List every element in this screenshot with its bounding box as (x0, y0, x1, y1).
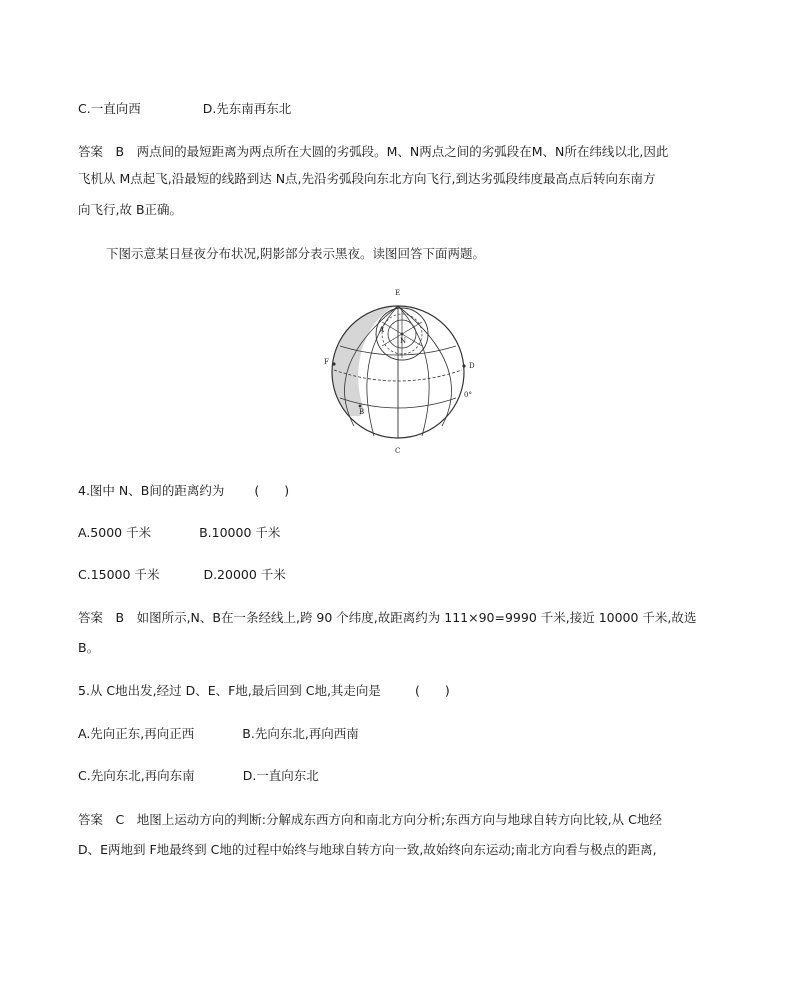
q4-answer-line-1: 答案 B 如图所示,N、B在一条经线上,跨 90 个纬度,故距离约为 111×90=9990 千米,接近 10000 千米,故选 (78, 610, 697, 625)
q3-options-row (78, 100, 291, 118)
q5-answer-line-1: 答案 C 地图上运动方向的判断:分解成东西方向和南北方向分析;东西方向与地球自转方向比较,从 C地经 (78, 812, 662, 827)
q5-answer-paren: ( ) (414, 683, 450, 698)
q4-options-row-2 (78, 566, 286, 584)
q5-option-c: C.先向东北,再向东南 (78, 768, 195, 783)
q4-stem-row (78, 482, 289, 500)
label-n: N (400, 337, 407, 345)
figure-intro-text: 下图示意某日昼夜分布状况,阴影部分表示黑夜。读图回答下面两题。 (106, 246, 485, 261)
q4-option-c: C.15000 千米 (78, 567, 160, 582)
label-zero-degree: 0° (464, 391, 472, 399)
q4-option-a: A.5000 千米 (78, 525, 152, 540)
globe-diagram (312, 286, 484, 458)
q5-stem: 5.从 C地出发,经过 D、E、F地,最后回到 C地,其走向是 (78, 683, 381, 698)
q5-option-d: D.一直向东北 (242, 768, 319, 783)
label-b: B (359, 408, 365, 416)
q5-options-row-2 (78, 767, 319, 785)
label-e: E (395, 289, 401, 297)
q4-answer-paren: ( ) (254, 483, 290, 498)
q4-option-d: D.20000 千米 (203, 567, 286, 582)
q4-option-b: B.10000 千米 (199, 525, 281, 540)
q4-stem: 4.图中 N、B间的距离约为 (78, 483, 225, 498)
label-c: C (395, 447, 401, 455)
q3-answer-line-2: 飞机从 M点起飞,沿最短的线路到达 N点,先沿劣弧段向东北方向飞行,到达劣弧段纬度最高点后转向东南方 (78, 171, 656, 186)
point-f-marker (332, 362, 335, 365)
day-night-globe-figure (312, 286, 484, 458)
q3-option-d: D.先东南再东北 (202, 101, 292, 116)
q3-answer-line-3: 向飞行,故 B正确。 (78, 202, 183, 217)
q5-stem-row (78, 682, 450, 700)
q4-options-row-1 (78, 524, 280, 542)
q5-options-row-1 (78, 725, 359, 743)
q5-answer-line-2: D、E两地到 F地最终到 C地的过程中始终与地球自转方向一致,故始终向东运动;南北方向看与极点的距离, (78, 842, 657, 857)
q5-option-b: B.先向东北,再向西南 (242, 726, 359, 741)
q3-answer-line-1: 答案 B 两点间的最短距离为两点所在大圆的劣弧段。M、N两点之间的劣弧段在M、N所在纬线以北,因此 (78, 144, 669, 159)
label-d: D (469, 362, 475, 370)
q5-option-a: A.先向正东,再向正西 (78, 726, 195, 741)
label-f: F (324, 358, 329, 366)
point-d-marker (462, 364, 465, 367)
q4-answer-line-2: B。 (78, 640, 100, 655)
q3-option-c: C.一直向西 (78, 101, 141, 116)
point-b-marker (359, 405, 362, 408)
point-n-marker (401, 333, 404, 336)
label-a: A (379, 326, 385, 334)
